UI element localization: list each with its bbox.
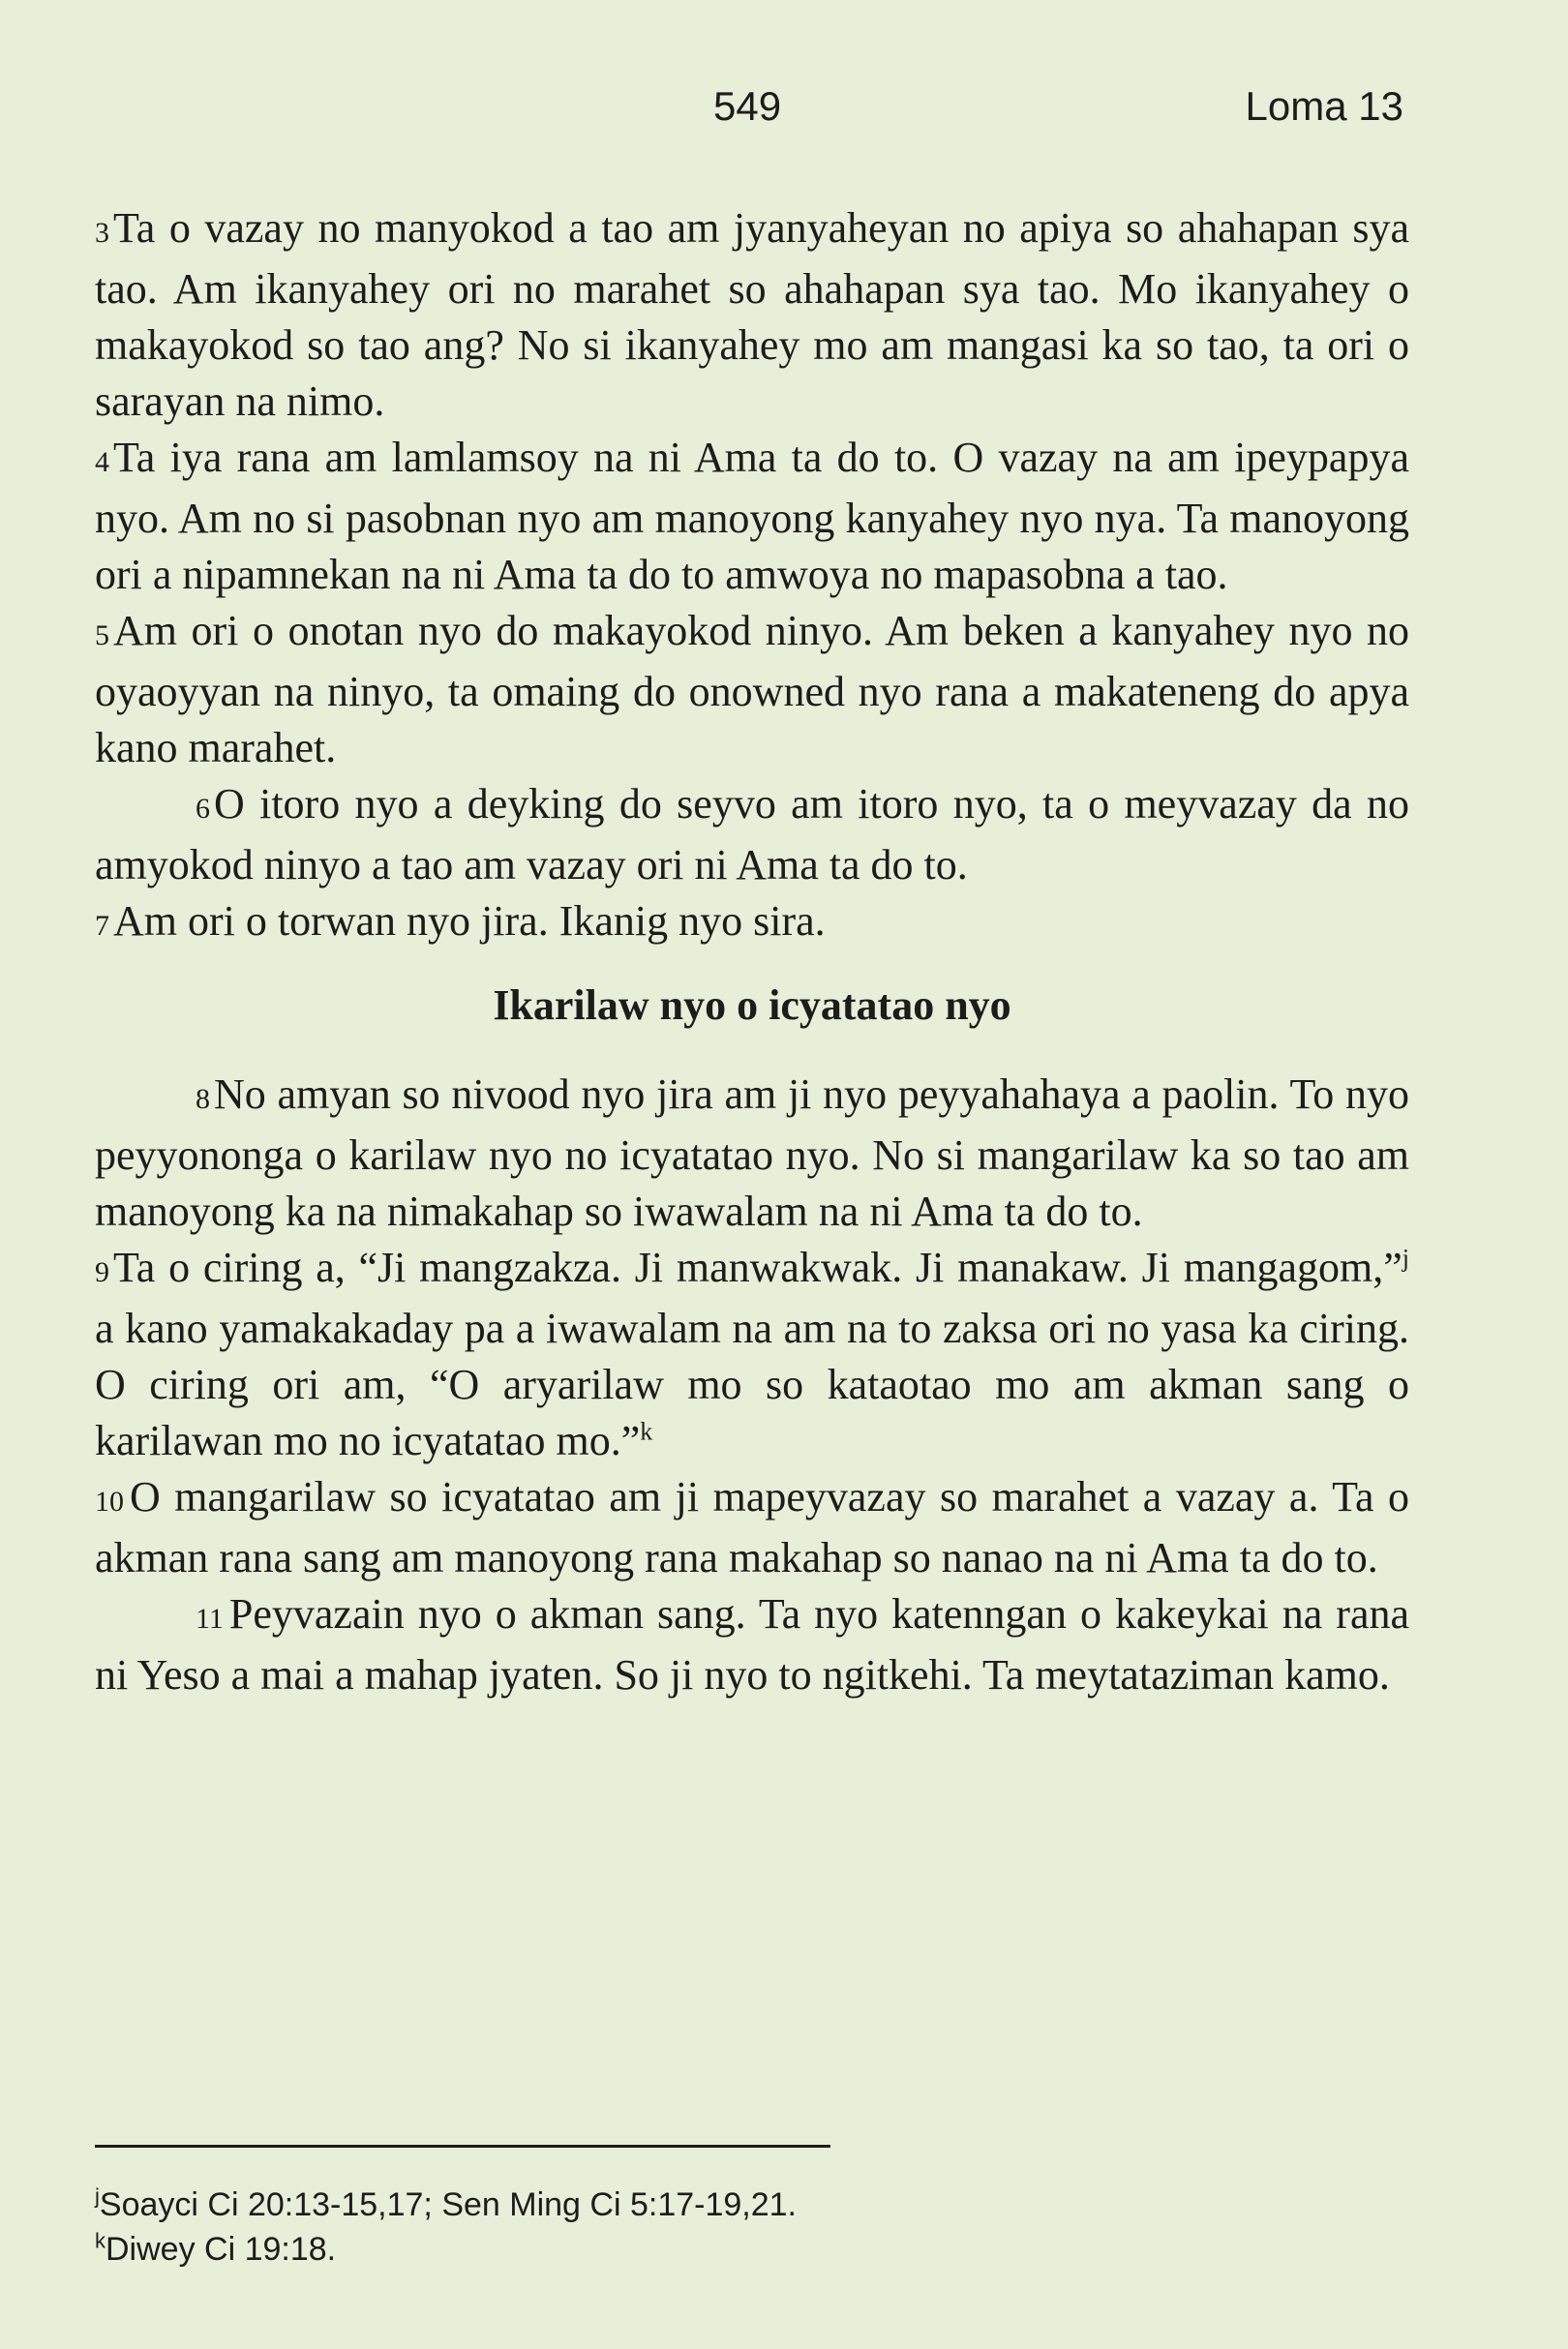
verse-text: O mangarilaw so icyatatao am ji mapeyvazay so marahet a vazay a. Ta o akman rana sang am manoyong rana makahap so nanao na ni Ama ta do to. [95, 1473, 1409, 1581]
verse-5 [95, 603, 1409, 776]
page-header [0, 83, 1568, 141]
footnote-text: Diwey Ci 19:18. [106, 2231, 337, 2268]
verse-number: 11 [196, 1603, 224, 1635]
footnote-k [95, 2227, 1353, 2272]
book-chapter-reference: Loma 13 [1245, 83, 1403, 129]
verse-number: 8 [196, 1083, 210, 1115]
footnote-marker-j: j [1402, 1244, 1409, 1273]
footnotes [95, 2183, 1353, 2272]
verse-4 [95, 430, 1409, 603]
verse-number: 5 [95, 619, 109, 651]
verse-text: Ta o vazay no manyokod a tao am jyanyaheyan no apiya so ahahapan sya tao. Am ikanyahey ori no marahet so ahahapan sya tao. Mo ikanyahey o makayokod so tao ang? No si ikanyahey mo am mangasi ka so tao, ta ori o sarayan na nimo. [95, 204, 1409, 425]
verse-8 [95, 1067, 1409, 1240]
verse-7 [95, 893, 1409, 954]
footnote-marker-k: k [640, 1417, 653, 1446]
verse-number: 10 [95, 1486, 124, 1518]
footnote-divider [95, 2145, 830, 2148]
verse-number: 9 [95, 1256, 109, 1288]
verse-text: Am ori o torwan nyo jira. Ikanig nyo sira. [113, 897, 826, 945]
footnote-text: Soayci Ci 20:13-15,17; Sen Ming Ci 5:17-19,21. [99, 2186, 797, 2223]
verse-3 [95, 200, 1409, 430]
verse-number: 6 [196, 793, 210, 825]
footnote-mark: j [95, 2183, 100, 2209]
verse-9 [95, 1240, 1409, 1469]
verse-6 [95, 776, 1409, 893]
page-number: 549 [713, 83, 782, 129]
verse-number: 7 [95, 910, 109, 942]
verse-text: Ta o ciring a, “Ji mangzakza. Ji manwakwak. Ji manakaw. Ji mangagom,” [113, 1244, 1402, 1291]
verse-text: O itoro nyo a deyking do seyvo am itoro nyo, ta o meyvazay da no amyokod ninyo a tao am vazay ori ni Ama ta do to. [95, 780, 1409, 888]
verse-text: Peyvazain nyo o akman sang. Ta nyo katenngan o kakeykai na rana ni Yeso a mai a mahap jyaten. So ji nyo to ngitkehi. Ta meytataziman kamo. [95, 1590, 1409, 1699]
verse-number: 3 [95, 217, 109, 249]
verse-text-continued: a kano yamakakaday pa a iwawalam na am na to zaksa ori no yasa ka ciring. O ciring ori am, “O aryarilaw mo so kataotao mo am akman sang o karilawan mo no icyatatao mo.” [95, 1305, 1409, 1464]
verse-text: No amyan so nivood nyo jira am ji nyo peyyahahaya a paolin. To nyo peyyononga o karilaw nyo no icyatatao nyo. No si mangarilaw ka so tao am manoyong ka na nimakahap so iwawalam na ni Ama ta do to. [95, 1070, 1409, 1235]
footnote-mark: k [95, 2228, 106, 2253]
verse-number: 4 [95, 446, 109, 478]
verse-text: Ta iya rana am lamlamsoy na ni Ama ta do to. O vazay na am ipeypapya nyo. Am no si pasobnan nyo am manoyong kanyahey nyo nya. Ta manoyong ori a nipamnekan na ni Ama ta do to amwoya no mapasobna a tao. [95, 434, 1409, 598]
verse-11 [95, 1586, 1409, 1703]
verse-10 [95, 1469, 1409, 1586]
section-heading: Ikarilaw nyo o icyatatao nyo [493, 981, 1011, 1029]
verse-text: Am ori o onotan nyo do makayokod ninyo. Am beken a kanyahey nyo no oyaoyyan na ninyo, ta omaing do onowned nyo rana a makateneng do apya kano marahet. [95, 607, 1409, 771]
body-text [95, 200, 1409, 1703]
footnote-j [95, 2183, 1353, 2227]
